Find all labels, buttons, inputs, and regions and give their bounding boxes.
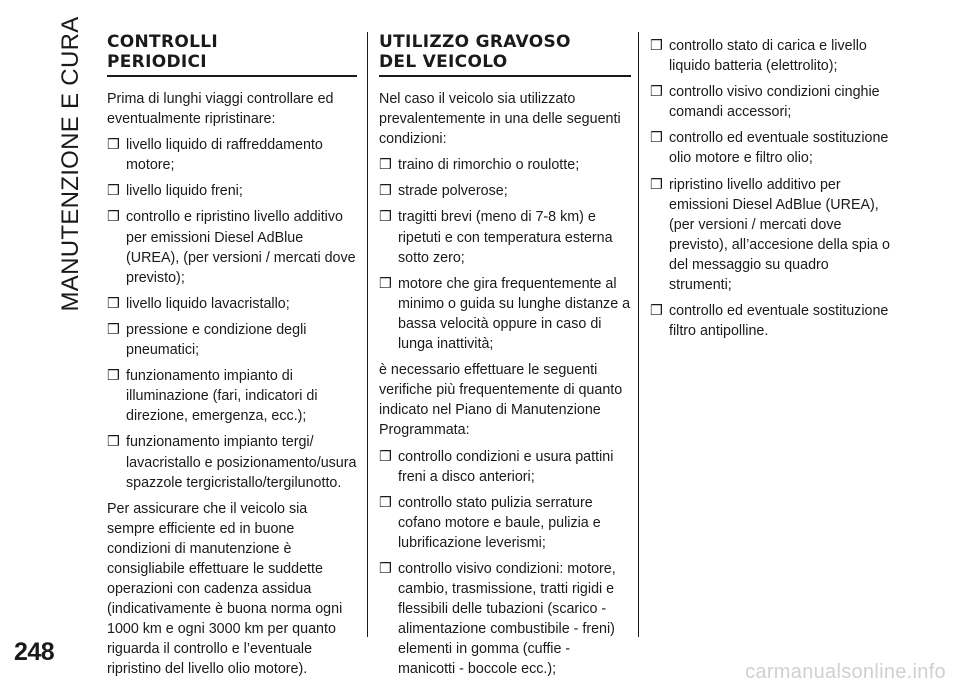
checkbox-icon: ❒	[107, 321, 120, 338]
list-item: ❒ controllo stato pulizia serrature cofano motore e baule, pulizia e lubrificazione leverismi;	[379, 494, 601, 551]
checkbox-icon: ❒	[379, 560, 392, 577]
checkbox-icon: ❒	[379, 157, 392, 174]
checkbox-icon: ❒	[379, 494, 392, 511]
list-item: ❒ controllo stato di carica e livello liquido batteria (elettrolito);	[650, 38, 867, 75]
middle-paragraph: è necessario effettuare le seguenti verifiche più frequentemente di quanto indicato nel Piano di Manutenzione Programmata:	[379, 362, 623, 439]
list-item: ❒ livello liquido di raffreddamento motore;	[107, 137, 323, 174]
list-item: ❒ controllo visivo condizioni cinghie comandi accessori;	[650, 84, 880, 121]
checks-list	[379, 447, 631, 680]
list-item: ❒ ripristino livello additivo per emissioni Diesel AdBlue (UREA), (per versioni / mercati dove previsto), all’accesione della spia o del messaggio su quadro strumenti;	[650, 176, 890, 294]
checklist	[107, 135, 357, 493]
intro-paragraph: Prima di lunghi viaggi controllare ed eventualmente ripristinare:	[107, 91, 334, 128]
checks-list-continued	[650, 36, 890, 341]
checkbox-icon: ❒	[379, 448, 392, 465]
heading-controlli-periodici: CONTROLLI PERIODICI	[107, 32, 357, 77]
list-item: ❒ controllo condizioni e usura pattini freni a disco anteriori;	[379, 448, 614, 485]
watermark: carmanualsonline.info	[745, 661, 946, 683]
column-2	[379, 32, 631, 686]
list-item: ❒ livello liquido lavacristallo;	[107, 294, 357, 314]
column-divider	[367, 32, 368, 637]
section-title: MANUTENZIONE E CURA	[57, 16, 84, 312]
list-item: ❒ funzionamento impianto tergi/ lavacristallo e posizionamento/usura spazzole tergicristallo/tergilunotto.	[107, 434, 357, 491]
checkbox-icon: ❒	[107, 295, 120, 312]
checkbox-icon: ❒	[650, 130, 663, 147]
list-item: ❒ controllo ed eventuale sostituzione olio motore e filtro olio;	[650, 130, 889, 167]
conditions-list	[379, 155, 631, 354]
checkbox-icon: ❒	[379, 275, 392, 292]
list-item: ❒ livello liquido freni;	[107, 181, 357, 201]
checkbox-icon: ❒	[650, 84, 663, 101]
list-item: ❒ pressione e condizione degli pneumatici;	[107, 321, 307, 359]
column-divider	[638, 32, 639, 637]
column-1	[107, 32, 357, 686]
checkbox-icon: ❒	[107, 137, 120, 154]
side-tab	[57, 16, 84, 312]
intro-paragraph: Nel caso il veicolo sia utilizzato prevalentemente in una delle seguenti condizioni:	[379, 91, 621, 148]
list-item: ❒ motore che gira frequentemente al minimo o guida su lunghe distanze a bassa velocità oppure in caso di lunga inattività;	[379, 275, 631, 353]
column-3	[650, 36, 890, 347]
checkbox-icon: ❒	[650, 38, 663, 54]
checkbox-icon: ❒	[107, 183, 120, 200]
page-number: 248	[14, 638, 55, 666]
heading-utilizzo-gravoso: UTILIZZO GRAVOSO DEL VEICOLO	[379, 32, 631, 77]
list-item: ❒ funzionamento impianto di illuminazione (fari, indicatori di direzione, emergenza, ecc.);	[107, 368, 318, 425]
list-item: ❒ tragitti brevi (meno di 7-8 km) e ripetuti e con temperatura esterna sotto zero;	[379, 209, 613, 266]
list-item: ❒ strade polverose;	[379, 181, 631, 201]
checkbox-icon: ❒	[650, 303, 663, 320]
checkbox-icon: ❒	[650, 176, 663, 193]
list-item: ❒ controllo e ripristino livello additivo per emissioni Diesel AdBlue (UREA), (per versioni / mercati dove previsto);	[107, 209, 356, 286]
checkbox-icon: ❒	[379, 183, 392, 200]
closing-paragraph: Per assicurare che il veicolo sia sempre efficiente ed in buone condizioni di manutenzione è consigliabile effettuare le suddette operazioni con cadenza assidua (indicativamente è buona norma ogni 1000 km e ogni 3000 km per quanto riguarda il controllo e l’eventuale ripristino del livello olio motore).	[107, 500, 343, 678]
list-item: ❒ traino di rimorchio o roulotte;	[379, 155, 631, 175]
checkbox-icon: ❒	[107, 368, 120, 385]
list-item: ❒ controllo ed eventuale sostituzione filtro antipolline.	[650, 303, 889, 340]
checkbox-icon: ❒	[107, 209, 120, 226]
checkbox-icon: ❒	[107, 434, 120, 451]
checkbox-icon: ❒	[379, 209, 392, 226]
list-item: ❒ controllo visivo condizioni: motore, cambio, trasmissione, tratti rigidi e flessibili delle tubazioni (scarico - alimentazione combustibile - freni) elementi in gomma (cuffie - manicotti - boccole ecc.);	[379, 560, 616, 678]
